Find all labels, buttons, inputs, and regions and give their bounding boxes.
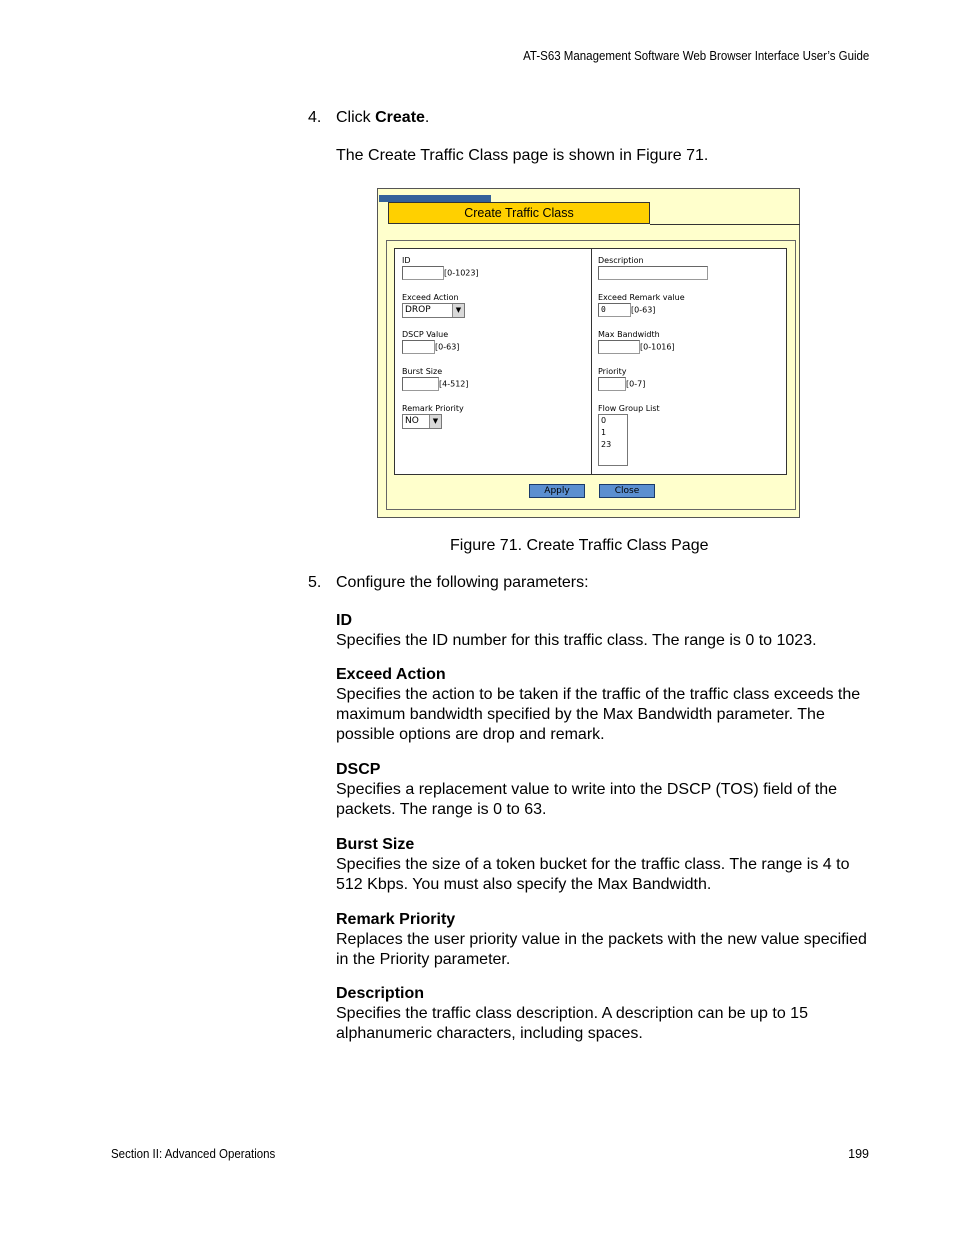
max-bandwidth-field	[598, 329, 675, 354]
param-desc: Specifies the traffic class description. A description can be up to 15 alphanumeric characters, including spaces.	[336, 1005, 808, 1042]
form-panel	[386, 240, 796, 510]
exceed-remark-range: [0-63]	[631, 305, 656, 315]
id-range: [0-1023]	[444, 268, 479, 278]
list-item[interactable]: 23	[601, 440, 612, 449]
flow-group-list[interactable]	[598, 414, 628, 466]
param-name: DSCP	[336, 761, 381, 778]
tab-underline	[650, 224, 800, 225]
param-id	[336, 611, 876, 651]
exceed-action-value: DROP	[405, 305, 431, 315]
list-item[interactable]: 1	[601, 428, 607, 437]
page-tab-title: Create Traffic Class	[388, 202, 650, 224]
dscp-input[interactable]	[402, 340, 435, 354]
id-input[interactable]	[402, 266, 444, 280]
column-divider	[591, 249, 592, 474]
chevron-down-icon: ▼	[452, 304, 464, 317]
param-desc: Specifies a replacement value to write into the DSCP (TOS) field of the packets. The range is 0 to 63.	[336, 781, 837, 818]
footer-section: Section II: Advanced Operations	[111, 1147, 276, 1161]
param-desc: Specifies the ID number for this traffic class. The range is 0 to 1023.	[336, 632, 817, 649]
param-exceed-action	[336, 665, 876, 745]
param-name: Exceed Action	[336, 666, 446, 683]
figure-caption: Figure 71. Create Traffic Class Page	[450, 537, 709, 554]
burst-size-field	[402, 366, 469, 391]
priority-range: [0-7]	[626, 379, 646, 389]
id-field	[402, 255, 479, 280]
param-name: ID	[336, 612, 352, 629]
max-bandwidth-label: Max Bandwidth	[598, 330, 660, 339]
step-text: Configure the following parameters:	[336, 574, 589, 591]
remark-priority-select[interactable]	[402, 414, 442, 429]
param-desc: Replaces the user priority value in the packets with the new value specified in the Priority parameter.	[336, 931, 867, 968]
step-number: 4.	[308, 109, 322, 126]
exceed-remark-label: Exceed Remark value	[598, 293, 685, 302]
page-number: 199	[848, 1147, 869, 1161]
step-text-suffix: .	[424, 109, 430, 126]
description-label: Description	[598, 256, 644, 265]
burst-size-label: Burst Size	[402, 367, 443, 376]
param-description	[336, 984, 876, 1044]
description-field	[598, 255, 708, 280]
max-bandwidth-input[interactable]	[598, 340, 640, 354]
create-keyword: Create	[375, 109, 425, 126]
priority-field	[598, 366, 645, 391]
priority-input[interactable]	[598, 377, 626, 391]
intro-text: The Create Traffic Class page is shown in Figure 71.	[336, 147, 709, 164]
create-traffic-class-screenshot	[377, 188, 800, 518]
dscp-label: DSCP Value	[402, 330, 449, 339]
dscp-field	[402, 329, 459, 354]
step-number: 5.	[308, 574, 322, 591]
remark-priority-value: NO	[405, 416, 419, 426]
title-bar-strip	[379, 195, 491, 202]
flow-group-label: Flow Group List	[598, 404, 660, 413]
exceed-remark-field	[598, 292, 685, 317]
remark-priority-label: Remark Priority	[402, 404, 464, 413]
remark-priority-field	[402, 403, 464, 429]
running-header: AT-S63 Management Software Web Browser Interface User’s Guide	[522, 49, 869, 63]
param-desc: Specifies the size of a token bucket for the traffic class. The range is 4 to 512 Kbps. You must also specify the Max Bandwidth.	[336, 856, 850, 893]
exceed-action-select[interactable]	[402, 303, 465, 318]
step-5	[308, 574, 589, 592]
burst-size-input[interactable]	[402, 377, 439, 391]
apply-button[interactable]: Apply	[529, 484, 585, 498]
burst-size-range: [4-512]	[439, 379, 469, 389]
param-burst-size	[336, 835, 876, 895]
param-dscp	[336, 760, 876, 820]
form-table	[394, 248, 787, 475]
list-item[interactable]: 0	[601, 416, 607, 425]
close-button[interactable]: Close	[599, 484, 655, 498]
param-name: Burst Size	[336, 836, 415, 853]
description-input[interactable]	[598, 266, 708, 280]
flow-group-field	[598, 403, 660, 466]
step-4	[308, 109, 429, 127]
exceed-action-label: Exceed Action	[402, 293, 459, 302]
param-desc: Specifies the action to be taken if the traffic of the traffic class exceeds the maximum bandwidth specified by the Max Bandwidth parameter. The possible options are drop and remark.	[336, 686, 861, 743]
chevron-down-icon: ▼	[429, 415, 441, 428]
dscp-range: [0-63]	[435, 342, 460, 352]
priority-label: Priority	[598, 367, 627, 376]
param-name: Remark Priority	[336, 911, 456, 928]
max-bandwidth-range: [0-1016]	[640, 342, 675, 352]
param-remark-priority	[336, 910, 876, 970]
id-label: ID	[402, 256, 411, 265]
param-name: Description	[336, 985, 425, 1002]
step-text-prefix: Click	[336, 109, 376, 126]
exceed-action-field	[402, 292, 465, 318]
exceed-remark-input[interactable]: 0	[598, 303, 631, 317]
